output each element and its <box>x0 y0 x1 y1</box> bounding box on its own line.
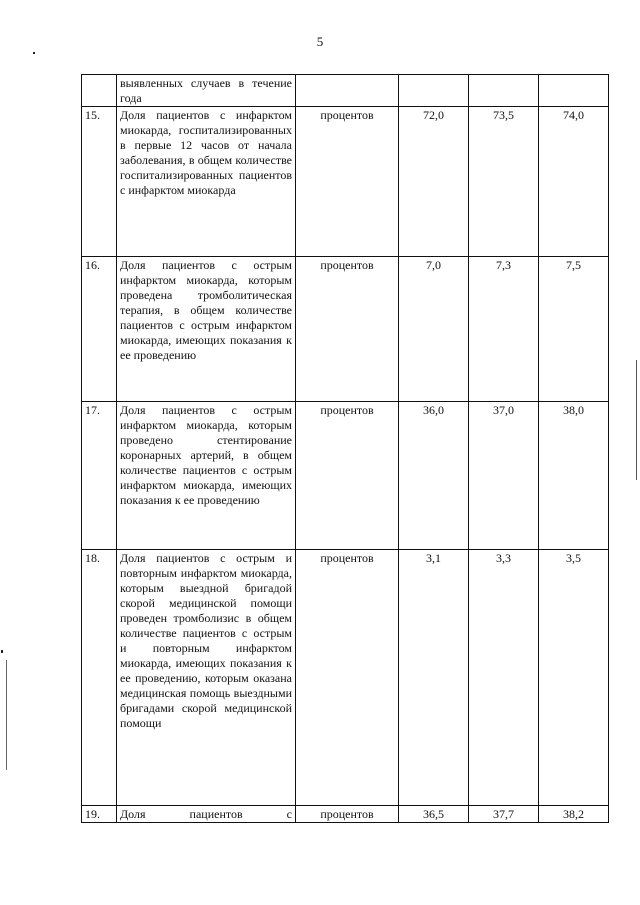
value-year-3: 38,0 <box>539 402 609 550</box>
unit: процентов <box>296 107 399 257</box>
row-number: 17. <box>82 402 117 550</box>
value-year-3: 74,0 <box>539 107 609 257</box>
unit: процентов <box>296 402 399 550</box>
page-number: 5 <box>316 34 324 49</box>
indicator-name: Доля пациентов с острым инфарктом миокарда, которым проведено стентирование коронарных артерий, в общем количестве пациентов с острым инфарктом миокарда, имеющих показания к ее проведению <box>117 402 296 550</box>
indicator-name: Доля пациентов с острым инфарктом миокарда, которым проведена тромболитическая терапия, в общем количестве пациентов с острым инфарктом миокарда, имеющих показания к ее проведению <box>117 257 296 402</box>
value-year-2: 37,7 <box>469 806 539 823</box>
unit: процентов <box>296 257 399 402</box>
value-year-1: 36,0 <box>399 402 469 550</box>
value-year-1 <box>399 75 469 107</box>
value-year-2 <box>469 75 539 107</box>
value-year-1: 36,5 <box>399 806 469 823</box>
table-row <box>82 402 609 550</box>
row-number: 18. <box>82 550 117 806</box>
row-number <box>82 75 117 107</box>
row-number: 16. <box>82 257 117 402</box>
value-year-1: 7,0 <box>399 257 469 402</box>
table-row <box>82 257 609 402</box>
indicators-table <box>81 74 609 823</box>
unit <box>296 75 399 107</box>
value-year-2: 7,3 <box>469 257 539 402</box>
value-year-3: 38,2 <box>539 806 609 823</box>
scan-mark-left-bottom <box>1 650 3 653</box>
value-year-2: 3,3 <box>469 550 539 806</box>
indicator-name: Доля пациентов с острым и повторным инфарктом миокарда, которым выездной бригадой скорой медицинской помощи проведен тромболизис в общем количестве пациентов с острым и повторным инфарктом миокарда, имеющих показания к ее проведению, которым оказана медицинская помощь выездными бригадами скорой медицинской помощи <box>117 550 296 806</box>
value-year-2: 73,5 <box>469 107 539 257</box>
value-year-3: 7,5 <box>539 257 609 402</box>
unit: процентов <box>296 550 399 806</box>
table-row <box>82 75 609 107</box>
scan-edge-right <box>636 360 637 480</box>
scan-mark-left-top <box>33 52 35 54</box>
value-year-1: 3,1 <box>399 550 469 806</box>
row-number: 15. <box>82 107 117 257</box>
indicator-name: Доля пациентов с <box>117 806 296 823</box>
row-number: 19. <box>82 806 117 823</box>
value-year-3 <box>539 75 609 107</box>
value-year-1: 72,0 <box>399 107 469 257</box>
value-year-3: 3,5 <box>539 550 609 806</box>
indicator-name: Доля пациентов с инфарктом миокарда, госпитализированных в первые 12 часов от начала заболевания, в общем количестве госпитализированных пациентов с инфарктом миокарда <box>117 107 296 257</box>
table-row <box>82 107 609 257</box>
value-year-2: 37,0 <box>469 402 539 550</box>
table-row <box>82 550 609 806</box>
scan-edge-left <box>6 660 7 770</box>
indicator-name: выявленных случаев в течение года <box>117 75 296 107</box>
unit: процентов <box>296 806 399 823</box>
table-row <box>82 806 609 823</box>
